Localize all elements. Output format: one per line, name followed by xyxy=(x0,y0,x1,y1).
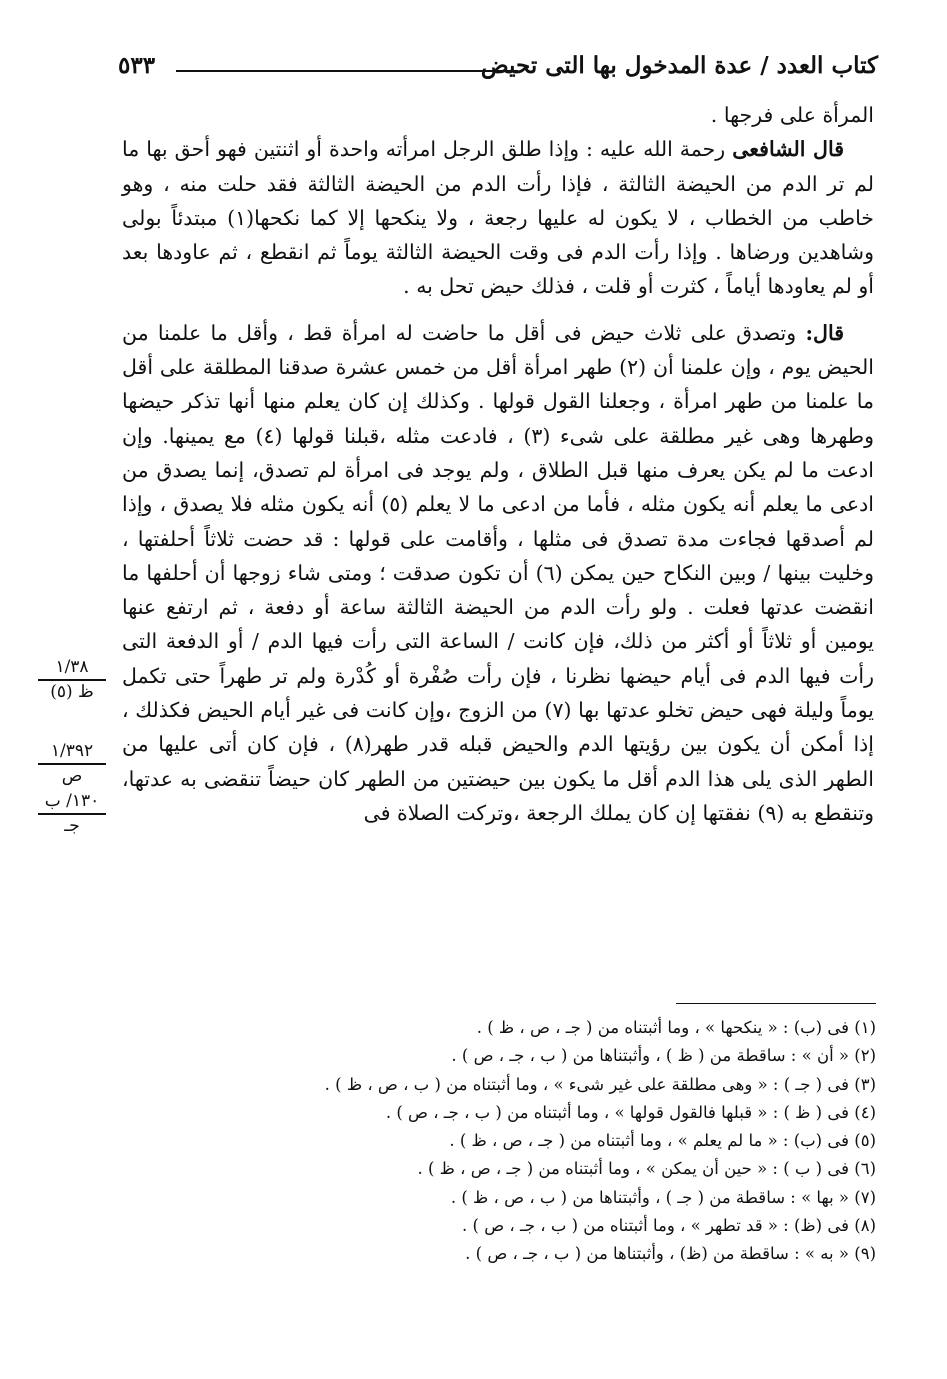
body-text xyxy=(122,98,874,830)
margin-note xyxy=(38,790,106,837)
paragraph-text: المرأة على فرجها . xyxy=(710,103,874,127)
footnote: (٣) فى ( جـ ) : « وهى مطلقة على غير شىء » ، وما أثبتناه من ( ب ، ص ، ظ ) . xyxy=(324,1074,876,1094)
margin-note-manuscript: جـ xyxy=(64,816,80,836)
margin-note-manuscript: ص xyxy=(61,766,83,786)
page-number: ٥٣٣ xyxy=(118,52,156,79)
footnote: (٢) « أن » : ساقطة من ( ظ ) ، وأثبتناها من ( ب ، جـ ، ص ) . xyxy=(451,1046,876,1066)
margin-note-manuscript: ظ (٥) xyxy=(50,682,94,702)
paragraph xyxy=(122,132,874,303)
margin-note-folio: ١٣٠/ ب xyxy=(38,790,106,815)
running-title: كتاب العدد / عدة المدخول بها التى تحيض xyxy=(480,52,878,79)
margin-note xyxy=(38,656,106,703)
paragraph xyxy=(122,316,874,830)
paragraph-text: وتصدق على ثلاث حيض فى أقل ما حاضت له امرأة قط ، وأقل ما علمنا من الحيض يوم ، وإن علمنا أن (٢) طهر امرأة أقل من خمس عشرة صدقنا المطلقة على أقل ما علمنا من طهر امرأة ، وجعلنا القول قولها . وكذلك إن كان يعلم منها أنها تذكر حيضها وطهرها وهى غير مطلقة على شىء (٣) ، فادعت مثله ،قبلنا قولها (٤) مع يمينها. وإن ادعت ما لم يكن يعرف منها قبل الطلاق ، ولم يوجد فى امرأة لم تصدق، إنما يصدق من ادعى ما يعلم أنه يكون مثله ، فأما من ادعى ما لا يعلم (٥) أنه يكون مثله فلا يصدق ، وإذا لم أصدقها فجاءت مدة تصدق فى مثلها ، وأقامت على قولها : قد حضت ثلاثاً أحلفتها ، وخليت بينها / وبين النكاح حين يمكن (٦) أن تكون صدقت ؛ ومتى شاء زوجها أن أحلفها ما انقضت عدتها فعلت . ولو رأت الدم من الحيضة الثالثة ساعة أو دفعة ، ثم ارتفع عنها يومين أو ثلاثاً أو أكثر من ذلك، فإن كانت / الساعة التى رأت فيها الدم / أو الدفعة التى رأت فيها الدم فى أيام حيضها نظرنا ، فإن رأت صُفْرة أو كُدْرة ولم تر طهراً حتى تكمل يوماً وليلة فهى حيض تخلو عدتها بها (٧) من الزوج ،وإن كانت فى غير أيام الحيض فكذلك ، إذا أمكن أن يكون بين رؤيتها الدم والحيض قبله قدر طهر(٨) ، فإن كان أتى عليها من الطهر الذى يلى هذا الدم أقل ما يكون بين حيضتين من الطهر كان حيضاً تنقضى به عدتها، وتنقطع به (٩) نفقتها إن كان يملك الرجعة ،وتركت الصلاة فى xyxy=(122,320,874,825)
footnote: (١) فى (ب) : « ينكحها » ، وما أثبتناه من ( جـ ، ص ، ظ ) . xyxy=(476,1018,876,1037)
footnote: (٩) « به » : ساقطة من (ظ) ، وأثبتناها من ( ب ، جـ ، ص ) . xyxy=(465,1244,876,1264)
paragraph xyxy=(122,98,874,132)
footnote: (٦) فى ( ب ) : « حين أن يمكن » ، وما أثبتناه من ( جـ ، ص ، ظ ) . xyxy=(417,1159,876,1179)
page-header xyxy=(118,50,878,90)
margin-note-folio: ١/٣٩٢ xyxy=(38,740,106,765)
footnote: (٧) « بها » : ساقطة من ( جـ ) ، وأثبتناها من ( ب ، ص ، ظ ) . xyxy=(450,1187,876,1207)
header-rule xyxy=(176,70,518,72)
footnote: (٥) فى (ب) : « ما لم يعلم » ، وما أثبتناه من ( جـ ، ص ، ظ ) . xyxy=(449,1131,876,1151)
footnote: (٤) فى ( ظ ) : « قبلها فالقول قولها » ، وما أثبتناه من ( ب ، جـ ، ص ) . xyxy=(385,1102,876,1122)
footnote: (٨) فى (ظ) : « قد تطهر » ، وما أثبتناه من ( ب ، جـ ، ص ) . xyxy=(462,1216,876,1236)
margin-note xyxy=(38,740,106,787)
footnote-rule xyxy=(676,1003,876,1004)
paragraph-text: رحمة الله عليه : وإذا طلق الرجل امرأته واحدة أو اثنتين فهو أحق بها ما لم تر الدم من الحيضة الثالثة ، فإذا رأت الدم من الحيضة الثالثة فقد حلت منه ، وهو خاطب من الخطاب ، لا يكون له عليها رجعة ، ولا ينكحها إلا كما نكحها(١) مبتدئاً بولى وشاهدين ورضاها . وإذا رأت الدم فى وقت الحيضة الثالثة يوماً ثم انقطع ، ثم عاودها بعد أو لم يعاودها أياماً ، كثرت أو قلت ، فذلك حيض تحل به . xyxy=(122,137,874,299)
footnotes xyxy=(300,1014,876,1269)
paragraph-lead: قال الشافعى xyxy=(732,137,844,162)
paragraph-lead: قال: xyxy=(805,320,844,345)
margin-note-folio: ١/٣٨ xyxy=(38,656,106,681)
